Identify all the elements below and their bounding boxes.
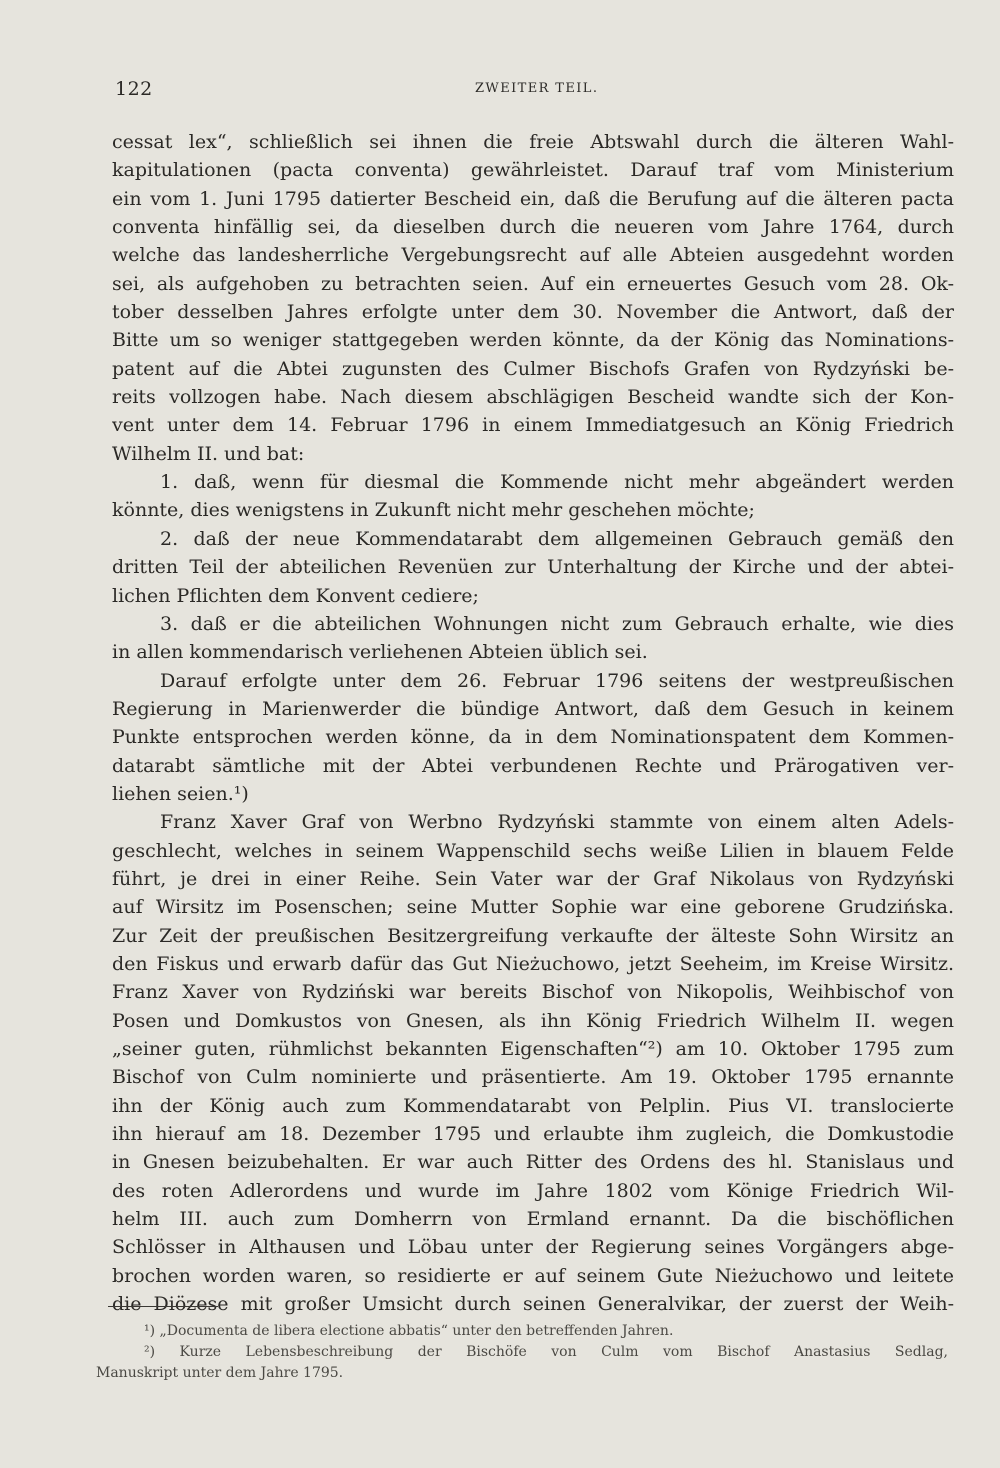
body-line: geschlecht, welches in seinem Wappenschild sechs weiße Lilien in blauem Felde bbox=[112, 839, 954, 862]
body-line: datarabt sämtliche mit der Abtei verbundenen Rechte und Prärogativen ver- bbox=[112, 754, 954, 777]
body-line: Bitte um so weniger stattgegeben werden könnte, da der König das Nominations- bbox=[112, 329, 954, 352]
paragraph-first-line: Franz Xaver Graf von Werbno Rydzyński stammte von einem alten Adels- bbox=[160, 811, 954, 834]
body-line: brochen worden waren, so residierte er auf seinem Gute Nieżuchowo und leitete bbox=[112, 1264, 954, 1287]
body-line: cessat lex“, schließlich sei ihnen die freie Abtswahl durch die älteren Wahl- bbox=[112, 131, 954, 153]
body-line: reits vollzogen habe. Nach diesem abschlägigen Bescheid wandte sich der Kon- bbox=[112, 386, 954, 409]
body-line: „seiner guten, rühmlichst bekannten Eigenschaften“²) am 10. Oktober 1795 zum bbox=[112, 1038, 954, 1060]
footnote-1: ¹) „Documenta de libera electione abbatis“ unter den betreffenden Jahren. bbox=[144, 1323, 674, 1339]
body-line: vent unter dem 14. Februar 1796 in einem Immediatgesuch an König Friedrich bbox=[112, 414, 954, 437]
list-item-line: 1. daß, wenn für diesmal die Kommende nicht mehr abgeändert werden bbox=[160, 471, 954, 494]
body-line: conventa hinfällig sei, da dieselben durch die neueren vom Jahre 1764, durch bbox=[112, 216, 954, 239]
body-line: Punkte entsprochen werden könne, da in dem Nominationspatent dem Kommen- bbox=[112, 726, 954, 749]
body-line: kapitulationen (pacta conventa) gewährleistet. Darauf traf vom Ministerium bbox=[112, 159, 954, 182]
body-line: in Gnesen beizubehalten. Er war auch Ritter des Ordens des hl. Stanislaus und bbox=[112, 1151, 954, 1174]
body-line: welche das landesherrliche Vergebungsrecht auf alle Abteien ausgedehnt worden bbox=[112, 244, 954, 267]
body-line: Bischof von Culm nominierte und präsentierte. Am 19. Oktober 1795 ernannte bbox=[112, 1066, 954, 1089]
body-line: des roten Adlerordens und wurde im Jahre 1802 vom Könige Friedrich Wil- bbox=[112, 1179, 954, 1202]
body-line: den Fiskus und erwarb dafür das Gut Nieżuchowo, jetzt Seeheim, im Kreise Wirsitz. bbox=[112, 952, 954, 975]
body-line: auf Wirsitz im Posenschen; seine Mutter Sophie war eine geborene Grudzińska. bbox=[112, 896, 954, 919]
body-line: tober desselben Jahres erfolgte unter dem 30. November die Antwort, daß der bbox=[112, 301, 954, 324]
body-line: Franz Xaver von Rydziński war bereits Bischof von Nikopolis, Weihbischof von bbox=[112, 981, 954, 1004]
body-line: ihn hierauf am 18. Dezember 1795 und erlaubte ihm zugleich, die Domkustodie bbox=[112, 1123, 954, 1146]
body-line: könnte, dies wenigstens in Zukunft nicht mehr geschehen möchte; bbox=[112, 499, 755, 522]
paragraph-first-line: Darauf erfolgte unter dem 26. Februar 1796 seitens der westpreußischen bbox=[160, 669, 954, 692]
footnote-2-continuation: Manuskript unter dem Jahre 1795. bbox=[96, 1365, 344, 1381]
body-line: ihn der König auch zum Kommendatarabt von Pelplin. Pius VI. translocierte bbox=[112, 1094, 954, 1117]
body-line: patent auf die Abtei zugunsten des Culmer Bischofs Grafen von Rydzyński be- bbox=[112, 357, 954, 380]
body-line: Schlösser in Althausen und Löbau unter der Regierung seines Vorgängers abge- bbox=[112, 1236, 954, 1259]
footnote-2: ²) Kurze Lebensbeschreibung der Bischöfe von Culm vom Bischof Anastasius Sedlag, bbox=[144, 1344, 948, 1360]
body-line: führt, je drei in einer Reihe. Sein Vater war der Graf Nikolaus von Rydzyński bbox=[112, 867, 954, 890]
body-line: liehen seien.¹) bbox=[112, 782, 249, 805]
body-line: Wilhelm II. und bat: bbox=[112, 442, 305, 465]
body-line: die Diözese mit großer Umsicht durch seinen Generalvikar, der zuerst der Weih- bbox=[112, 1293, 954, 1316]
body-line: lichen Pflichten dem Konvent cediere; bbox=[112, 584, 479, 607]
list-item-line: 2. daß der neue Kommendatarabt dem allgemeinen Gebrauch gemäß den bbox=[160, 527, 954, 550]
body-line: dritten Teil der abteilichen Revenüen zur Unterhaltung der Kirche und der abtei- bbox=[112, 556, 954, 579]
page-header bbox=[0, 78, 1000, 102]
body-line: Posen und Domkustos von Gnesen, als ihn König Friedrich Wilhelm II. wegen bbox=[112, 1009, 954, 1032]
footnotes bbox=[96, 1321, 948, 1384]
body-line: Regierung in Marienwerder die bündige Antwort, daß dem Gesuch in keinem bbox=[112, 697, 954, 720]
body-line: in allen kommendarisch verliehenen Abteien üblich sei. bbox=[112, 641, 648, 664]
body-line: helm III. auch zum Domherrn von Ermland ernannt. Da die bischöflichen bbox=[112, 1208, 954, 1231]
body-line: ein vom 1. Juni 1795 datierter Bescheid ein, daß die Berufung auf die älteren pacta bbox=[112, 187, 954, 210]
body-line: Zur Zeit der preußischen Besitzergreifung verkaufte der älteste Sohn Wirsitz an bbox=[112, 924, 954, 947]
footnote-divider bbox=[108, 1306, 218, 1307]
list-item-line: 3. daß er die abteilichen Wohnungen nicht zum Gebrauch erhalte, wie dies bbox=[160, 612, 954, 635]
page-number: 122 bbox=[115, 78, 153, 100]
running-head: ZWEITER TEIL. bbox=[475, 81, 599, 96]
body-line: sei, als aufgehoben zu betrachten seien. Auf ein erneuertes Gesuch vom 28. Ok- bbox=[112, 272, 954, 295]
body-text bbox=[112, 128, 954, 1318]
